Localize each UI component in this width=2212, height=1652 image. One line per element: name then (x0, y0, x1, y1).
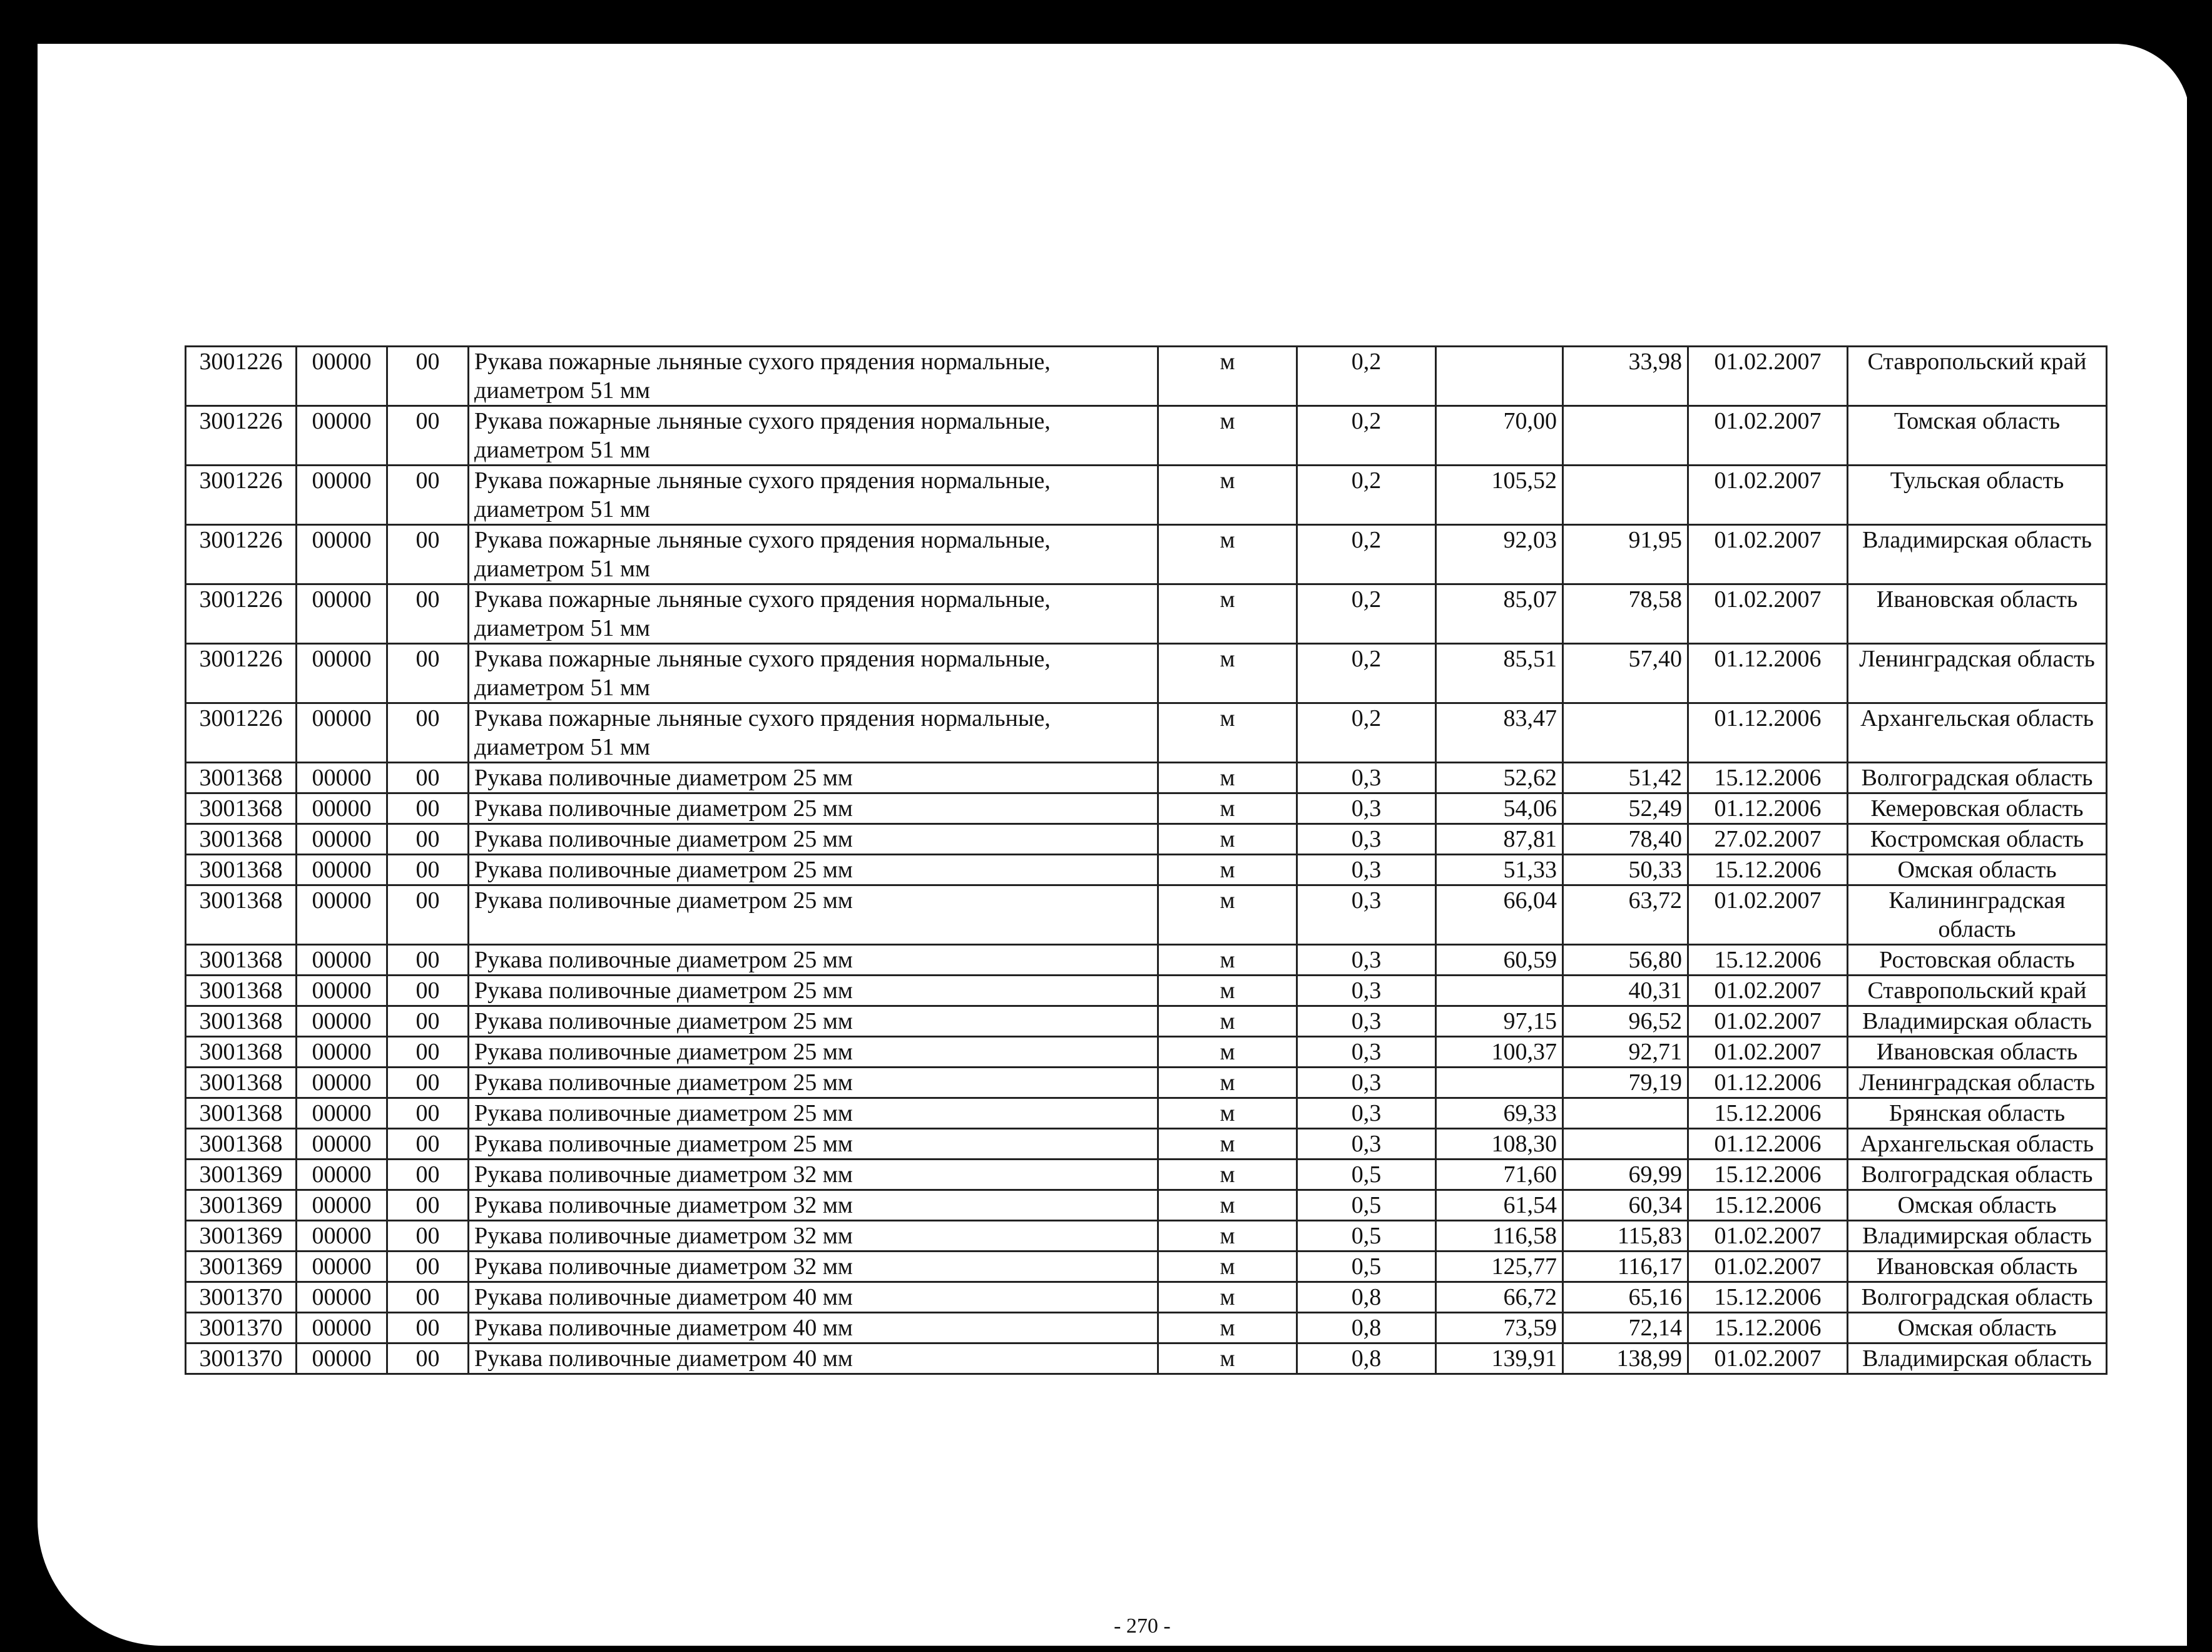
name-cell: Рукава пожарные льняные сухого прядения нормальные, диаметром 51 мм (469, 406, 1158, 466)
price-2-cell: 79,19 (1563, 1068, 1688, 1098)
code-cell: 3001370 (186, 1313, 297, 1344)
code-cell: 3001368 (186, 1098, 297, 1129)
price-2-cell: 56,80 (1563, 945, 1688, 976)
name-cell: Рукава поливочные диаметром 25 мм (469, 793, 1158, 824)
date-cell: 01.12.2006 (1688, 793, 1848, 824)
suffix-cell: 00 (387, 525, 469, 584)
suffix-cell: 00 (387, 1190, 469, 1221)
date-cell: 15.12.2006 (1688, 945, 1848, 976)
subcode-cell: 00000 (297, 1344, 387, 1374)
unit-cell: м (1158, 793, 1297, 824)
unit-cell: м (1158, 1190, 1297, 1221)
unit-cell: м (1158, 1068, 1297, 1098)
date-cell: 15.12.2006 (1688, 1160, 1848, 1190)
code-cell: 3001226 (186, 406, 297, 466)
date-cell: 15.12.2006 (1688, 1282, 1848, 1313)
date-cell: 01.12.2006 (1688, 644, 1848, 703)
price-2-cell (1563, 1129, 1688, 1160)
date-cell: 15.12.2006 (1688, 1190, 1848, 1221)
suffix-cell: 00 (387, 1098, 469, 1129)
subcode-cell: 00000 (297, 855, 387, 885)
name-cell: Рукава пожарные льняные сухого прядения нормальные, диаметром 51 мм (469, 584, 1158, 644)
unit-cell: м (1158, 525, 1297, 584)
price-2-cell: 138,99 (1563, 1344, 1688, 1374)
name-cell: Рукава поливочные диаметром 25 мм (469, 945, 1158, 976)
suffix-cell: 00 (387, 976, 469, 1006)
price-1-cell: 69,33 (1436, 1098, 1563, 1129)
name-cell: Рукава поливочные диаметром 40 мм (469, 1313, 1158, 1344)
date-cell: 01.02.2007 (1688, 1221, 1848, 1252)
region-cell: Владимирская область (1848, 1344, 2107, 1374)
price-2-cell: 50,33 (1563, 855, 1688, 885)
price-1-cell: 66,04 (1436, 885, 1563, 945)
unit-cell: м (1158, 976, 1297, 1006)
unit-cell: м (1158, 824, 1297, 855)
name-cell: Рукава поливочные диаметром 32 мм (469, 1160, 1158, 1190)
region-cell: Томская область (1848, 406, 2107, 466)
suffix-cell: 00 (387, 1344, 469, 1374)
subcode-cell: 00000 (297, 644, 387, 703)
unit-cell: м (1158, 1006, 1297, 1037)
date-cell: 01.02.2007 (1688, 1006, 1848, 1037)
price-2-cell: 65,16 (1563, 1282, 1688, 1313)
price-1-cell: 61,54 (1436, 1190, 1563, 1221)
table-row (186, 525, 2107, 584)
table-row (186, 1068, 2107, 1098)
table-row (186, 976, 2107, 1006)
price-2-cell: 57,40 (1563, 644, 1688, 703)
code-cell: 3001226 (186, 525, 297, 584)
name-cell: Рукава поливочные диаметром 25 мм (469, 763, 1158, 793)
price-2-cell: 92,71 (1563, 1037, 1688, 1068)
table-row (186, 793, 2107, 824)
table-row (186, 466, 2107, 525)
table-row (186, 1282, 2107, 1313)
date-cell: 15.12.2006 (1688, 1313, 1848, 1344)
price-2-cell (1563, 466, 1688, 525)
price-1-cell: 60,59 (1436, 945, 1563, 976)
unit-cell: м (1158, 466, 1297, 525)
name-cell: Рукава поливочные диаметром 25 мм (469, 1006, 1158, 1037)
price-table (185, 345, 2108, 1375)
suffix-cell: 00 (387, 644, 469, 703)
date-cell: 01.02.2007 (1688, 1252, 1848, 1282)
coefficient-cell: 0,2 (1297, 406, 1436, 466)
region-cell: Владимирская область (1848, 1221, 2107, 1252)
subcode-cell: 00000 (297, 793, 387, 824)
scan-edge (2187, 0, 2212, 1649)
unit-cell: м (1158, 1282, 1297, 1313)
unit-cell: м (1158, 945, 1297, 976)
price-2-cell: 69,99 (1563, 1160, 1688, 1190)
subcode-cell: 00000 (297, 466, 387, 525)
code-cell: 3001368 (186, 976, 297, 1006)
price-2-cell: 115,83 (1563, 1221, 1688, 1252)
subcode-cell: 00000 (297, 885, 387, 945)
price-1-cell: 100,37 (1436, 1037, 1563, 1068)
unit-cell: м (1158, 885, 1297, 945)
unit-cell: м (1158, 763, 1297, 793)
price-1-cell: 116,58 (1436, 1221, 1563, 1252)
coefficient-cell: 0,3 (1297, 1068, 1436, 1098)
code-cell: 3001368 (186, 1068, 297, 1098)
price-2-cell: 60,34 (1563, 1190, 1688, 1221)
subcode-cell: 00000 (297, 406, 387, 466)
suffix-cell: 00 (387, 1160, 469, 1190)
unit-cell: м (1158, 1344, 1297, 1374)
date-cell: 01.02.2007 (1688, 976, 1848, 1006)
code-cell: 3001369 (186, 1160, 297, 1190)
region-cell: Омская область (1848, 1190, 2107, 1221)
date-cell: 01.02.2007 (1688, 1037, 1848, 1068)
region-cell: Владимирская область (1848, 1006, 2107, 1037)
name-cell: Рукава поливочные диаметром 32 мм (469, 1221, 1158, 1252)
date-cell: 01.02.2007 (1688, 347, 1848, 406)
table-row (186, 1190, 2107, 1221)
coefficient-cell: 0,3 (1297, 1129, 1436, 1160)
name-cell: Рукава поливочные диаметром 25 мм (469, 885, 1158, 945)
suffix-cell: 00 (387, 703, 469, 763)
suffix-cell: 00 (387, 885, 469, 945)
subcode-cell: 00000 (297, 824, 387, 855)
price-1-cell: 73,59 (1436, 1313, 1563, 1344)
coefficient-cell: 0,8 (1297, 1313, 1436, 1344)
price-2-cell (1563, 703, 1688, 763)
region-cell: Омская область (1848, 855, 2107, 885)
date-cell: 01.02.2007 (1688, 584, 1848, 644)
name-cell: Рукава пожарные льняные сухого прядения нормальные, диаметром 51 мм (469, 703, 1158, 763)
price-2-cell: 33,98 (1563, 347, 1688, 406)
price-2-cell (1563, 1098, 1688, 1129)
coefficient-cell: 0,2 (1297, 347, 1436, 406)
price-2-cell: 91,95 (1563, 525, 1688, 584)
date-cell: 01.12.2006 (1688, 1068, 1848, 1098)
name-cell: Рукава поливочные диаметром 32 мм (469, 1190, 1158, 1221)
unit-cell: м (1158, 406, 1297, 466)
subcode-cell: 00000 (297, 1068, 387, 1098)
subcode-cell: 00000 (297, 1282, 387, 1313)
price-1-cell: 85,51 (1436, 644, 1563, 703)
suffix-cell: 00 (387, 584, 469, 644)
suffix-cell: 00 (387, 1068, 469, 1098)
price-2-cell: 116,17 (1563, 1252, 1688, 1282)
region-cell: Ивановская область (1848, 584, 2107, 644)
region-cell: Омская область (1848, 1313, 2107, 1344)
table-row (186, 855, 2107, 885)
code-cell: 3001226 (186, 644, 297, 703)
unit-cell: м (1158, 1037, 1297, 1068)
region-cell: Волгоградская область (1848, 1282, 2107, 1313)
code-cell: 3001368 (186, 824, 297, 855)
suffix-cell: 00 (387, 406, 469, 466)
region-cell: Волгоградская область (1848, 763, 2107, 793)
name-cell: Рукава пожарные льняные сухого прядения нормальные, диаметром 51 мм (469, 644, 1158, 703)
region-cell: Брянская область (1848, 1098, 2107, 1129)
unit-cell: м (1158, 347, 1297, 406)
region-cell: Тульская область (1848, 466, 2107, 525)
region-cell: Калининградская область (1848, 885, 2107, 945)
price-1-cell: 139,91 (1436, 1344, 1563, 1374)
subcode-cell: 00000 (297, 945, 387, 976)
date-cell: 01.12.2006 (1688, 703, 1848, 763)
subcode-cell: 00000 (297, 1252, 387, 1282)
unit-cell: м (1158, 1252, 1297, 1282)
code-cell: 3001368 (186, 1006, 297, 1037)
table-row (186, 347, 2107, 406)
price-1-cell: 92,03 (1436, 525, 1563, 584)
suffix-cell: 00 (387, 347, 469, 406)
price-1-cell (1436, 1068, 1563, 1098)
subcode-cell: 00000 (297, 1313, 387, 1344)
table-row (186, 1313, 2107, 1344)
region-cell: Владимирская область (1848, 525, 2107, 584)
unit-cell: м (1158, 1129, 1297, 1160)
coefficient-cell: 0,8 (1297, 1282, 1436, 1313)
region-cell: Кемеровская область (1848, 793, 2107, 824)
name-cell: Рукава поливочные диаметром 32 мм (469, 1252, 1158, 1282)
price-1-cell: 105,52 (1436, 466, 1563, 525)
coefficient-cell: 0,3 (1297, 1037, 1436, 1068)
subcode-cell: 00000 (297, 703, 387, 763)
name-cell: Рукава поливочные диаметром 25 мм (469, 1068, 1158, 1098)
region-cell: Ставропольский край (1848, 976, 2107, 1006)
code-cell: 3001370 (186, 1344, 297, 1374)
table-row (186, 406, 2107, 466)
coefficient-cell: 0,5 (1297, 1252, 1436, 1282)
price-1-cell: 85,07 (1436, 584, 1563, 644)
coefficient-cell: 0,2 (1297, 644, 1436, 703)
region-cell: Ставропольский край (1848, 347, 2107, 406)
date-cell: 01.02.2007 (1688, 885, 1848, 945)
date-cell: 01.02.2007 (1688, 466, 1848, 525)
price-2-cell: 51,42 (1563, 763, 1688, 793)
coefficient-cell: 0,3 (1297, 1098, 1436, 1129)
subcode-cell: 00000 (297, 1006, 387, 1037)
date-cell: 15.12.2006 (1688, 763, 1848, 793)
code-cell: 3001368 (186, 763, 297, 793)
coefficient-cell: 0,3 (1297, 855, 1436, 885)
price-1-cell: 125,77 (1436, 1252, 1563, 1282)
code-cell: 3001368 (186, 885, 297, 945)
code-cell: 3001368 (186, 793, 297, 824)
price-2-cell: 40,31 (1563, 976, 1688, 1006)
price-1-cell (1436, 976, 1563, 1006)
subcode-cell: 00000 (297, 347, 387, 406)
subcode-cell: 00000 (297, 976, 387, 1006)
price-2-cell: 78,58 (1563, 584, 1688, 644)
coefficient-cell: 0,3 (1297, 945, 1436, 976)
code-cell: 3001368 (186, 1037, 297, 1068)
name-cell: Рукава поливочные диаметром 25 мм (469, 1098, 1158, 1129)
suffix-cell: 00 (387, 763, 469, 793)
date-cell: 01.02.2007 (1688, 1344, 1848, 1374)
code-cell: 3001368 (186, 1129, 297, 1160)
table-row (186, 945, 2107, 976)
region-cell: Ростовская область (1848, 945, 2107, 976)
name-cell: Рукава пожарные льняные сухого прядения нормальные, диаметром 51 мм (469, 347, 1158, 406)
unit-cell: м (1158, 584, 1297, 644)
table-row (186, 584, 2107, 644)
price-1-cell: 108,30 (1436, 1129, 1563, 1160)
subcode-cell: 00000 (297, 584, 387, 644)
suffix-cell: 00 (387, 1221, 469, 1252)
subcode-cell: 00000 (297, 1190, 387, 1221)
subcode-cell: 00000 (297, 1129, 387, 1160)
date-cell: 01.02.2007 (1688, 406, 1848, 466)
price-1-cell: 52,62 (1436, 763, 1563, 793)
coefficient-cell: 0,3 (1297, 763, 1436, 793)
code-cell: 3001370 (186, 1282, 297, 1313)
subcode-cell: 00000 (297, 763, 387, 793)
code-cell: 3001369 (186, 1221, 297, 1252)
suffix-cell: 00 (387, 824, 469, 855)
date-cell: 15.12.2006 (1688, 1098, 1848, 1129)
price-2-cell: 78,40 (1563, 824, 1688, 855)
coefficient-cell: 0,3 (1297, 976, 1436, 1006)
table-row (186, 703, 2107, 763)
coefficient-cell: 0,5 (1297, 1160, 1436, 1190)
price-1-cell: 51,33 (1436, 855, 1563, 885)
subcode-cell: 00000 (297, 1160, 387, 1190)
region-cell: Костромская область (1848, 824, 2107, 855)
coefficient-cell: 0,8 (1297, 1344, 1436, 1374)
code-cell: 3001369 (186, 1252, 297, 1282)
region-cell: Архангельская область (1848, 703, 2107, 763)
table-row (186, 1221, 2107, 1252)
code-cell: 3001226 (186, 347, 297, 406)
table-row (186, 1252, 2107, 1282)
table-row (186, 824, 2107, 855)
coefficient-cell: 0,5 (1297, 1221, 1436, 1252)
date-cell: 01.12.2006 (1688, 1129, 1848, 1160)
table-row (186, 1098, 2107, 1129)
region-cell: Ивановская область (1848, 1037, 2107, 1068)
price-1-cell: 83,47 (1436, 703, 1563, 763)
name-cell: Рукава поливочные диаметром 25 мм (469, 824, 1158, 855)
date-cell: 27.02.2007 (1688, 824, 1848, 855)
coefficient-cell: 0,2 (1297, 584, 1436, 644)
unit-cell: м (1158, 1098, 1297, 1129)
region-cell: Ивановская область (1848, 1252, 2107, 1282)
region-cell: Ленинградская область (1848, 1068, 2107, 1098)
code-cell: 3001226 (186, 584, 297, 644)
unit-cell: м (1158, 1160, 1297, 1190)
page-number: - 270 - (1114, 1614, 1171, 1638)
suffix-cell: 00 (387, 466, 469, 525)
region-cell: Ленинградская область (1848, 644, 2107, 703)
code-cell: 3001226 (186, 466, 297, 525)
suffix-cell: 00 (387, 1252, 469, 1282)
region-cell: Архангельская область (1848, 1129, 2107, 1160)
suffix-cell: 00 (387, 1313, 469, 1344)
suffix-cell: 00 (387, 855, 469, 885)
name-cell: Рукава поливочные диаметром 40 мм (469, 1282, 1158, 1313)
coefficient-cell: 0,2 (1297, 703, 1436, 763)
price-2-cell: 72,14 (1563, 1313, 1688, 1344)
name-cell: Рукава пожарные льняные сухого прядения нормальные, диаметром 51 мм (469, 525, 1158, 584)
unit-cell: м (1158, 1221, 1297, 1252)
coefficient-cell: 0,3 (1297, 824, 1436, 855)
name-cell: Рукава поливочные диаметром 25 мм (469, 855, 1158, 885)
date-cell: 15.12.2006 (1688, 855, 1848, 885)
code-cell: 3001368 (186, 855, 297, 885)
coefficient-cell: 0,5 (1297, 1190, 1436, 1221)
table-row (186, 1160, 2107, 1190)
suffix-cell: 00 (387, 1037, 469, 1068)
subcode-cell: 00000 (297, 525, 387, 584)
subcode-cell: 00000 (297, 1098, 387, 1129)
suffix-cell: 00 (387, 1282, 469, 1313)
price-1-cell: 70,00 (1436, 406, 1563, 466)
name-cell: Рукава поливочные диаметром 25 мм (469, 1037, 1158, 1068)
subcode-cell: 00000 (297, 1221, 387, 1252)
unit-cell: м (1158, 703, 1297, 763)
suffix-cell: 00 (387, 945, 469, 976)
coefficient-cell: 0,3 (1297, 793, 1436, 824)
price-1-cell (1436, 347, 1563, 406)
table-row (186, 1006, 2107, 1037)
table-row (186, 885, 2107, 945)
coefficient-cell: 0,3 (1297, 1006, 1436, 1037)
code-cell: 3001368 (186, 945, 297, 976)
code-cell: 3001226 (186, 703, 297, 763)
price-1-cell: 87,81 (1436, 824, 1563, 855)
price-2-cell: 63,72 (1563, 885, 1688, 945)
suffix-cell: 00 (387, 1006, 469, 1037)
code-cell: 3001369 (186, 1190, 297, 1221)
unit-cell: м (1158, 1313, 1297, 1344)
name-cell: Рукава поливочные диаметром 25 мм (469, 1129, 1158, 1160)
table-row (186, 1037, 2107, 1068)
price-1-cell: 66,72 (1436, 1282, 1563, 1313)
table-row (186, 1344, 2107, 1374)
table-row (186, 1129, 2107, 1160)
suffix-cell: 00 (387, 1129, 469, 1160)
coefficient-cell: 0,3 (1297, 885, 1436, 945)
price-1-cell: 97,15 (1436, 1006, 1563, 1037)
subcode-cell: 00000 (297, 1037, 387, 1068)
name-cell: Рукава поливочные диаметром 40 мм (469, 1344, 1158, 1374)
coefficient-cell: 0,2 (1297, 525, 1436, 584)
table-row (186, 644, 2107, 703)
price-1-cell: 71,60 (1436, 1160, 1563, 1190)
date-cell: 01.02.2007 (1688, 525, 1848, 584)
coefficient-cell: 0,2 (1297, 466, 1436, 525)
price-2-cell (1563, 406, 1688, 466)
unit-cell: м (1158, 644, 1297, 703)
unit-cell: м (1158, 855, 1297, 885)
price-2-cell: 52,49 (1563, 793, 1688, 824)
region-cell: Волгоградская область (1848, 1160, 2107, 1190)
name-cell: Рукава пожарные льняные сухого прядения нормальные, диаметром 51 мм (469, 466, 1158, 525)
name-cell: Рукава поливочные диаметром 25 мм (469, 976, 1158, 1006)
price-2-cell: 96,52 (1563, 1006, 1688, 1037)
suffix-cell: 00 (387, 793, 469, 824)
price-1-cell: 54,06 (1436, 793, 1563, 824)
table-row (186, 763, 2107, 793)
